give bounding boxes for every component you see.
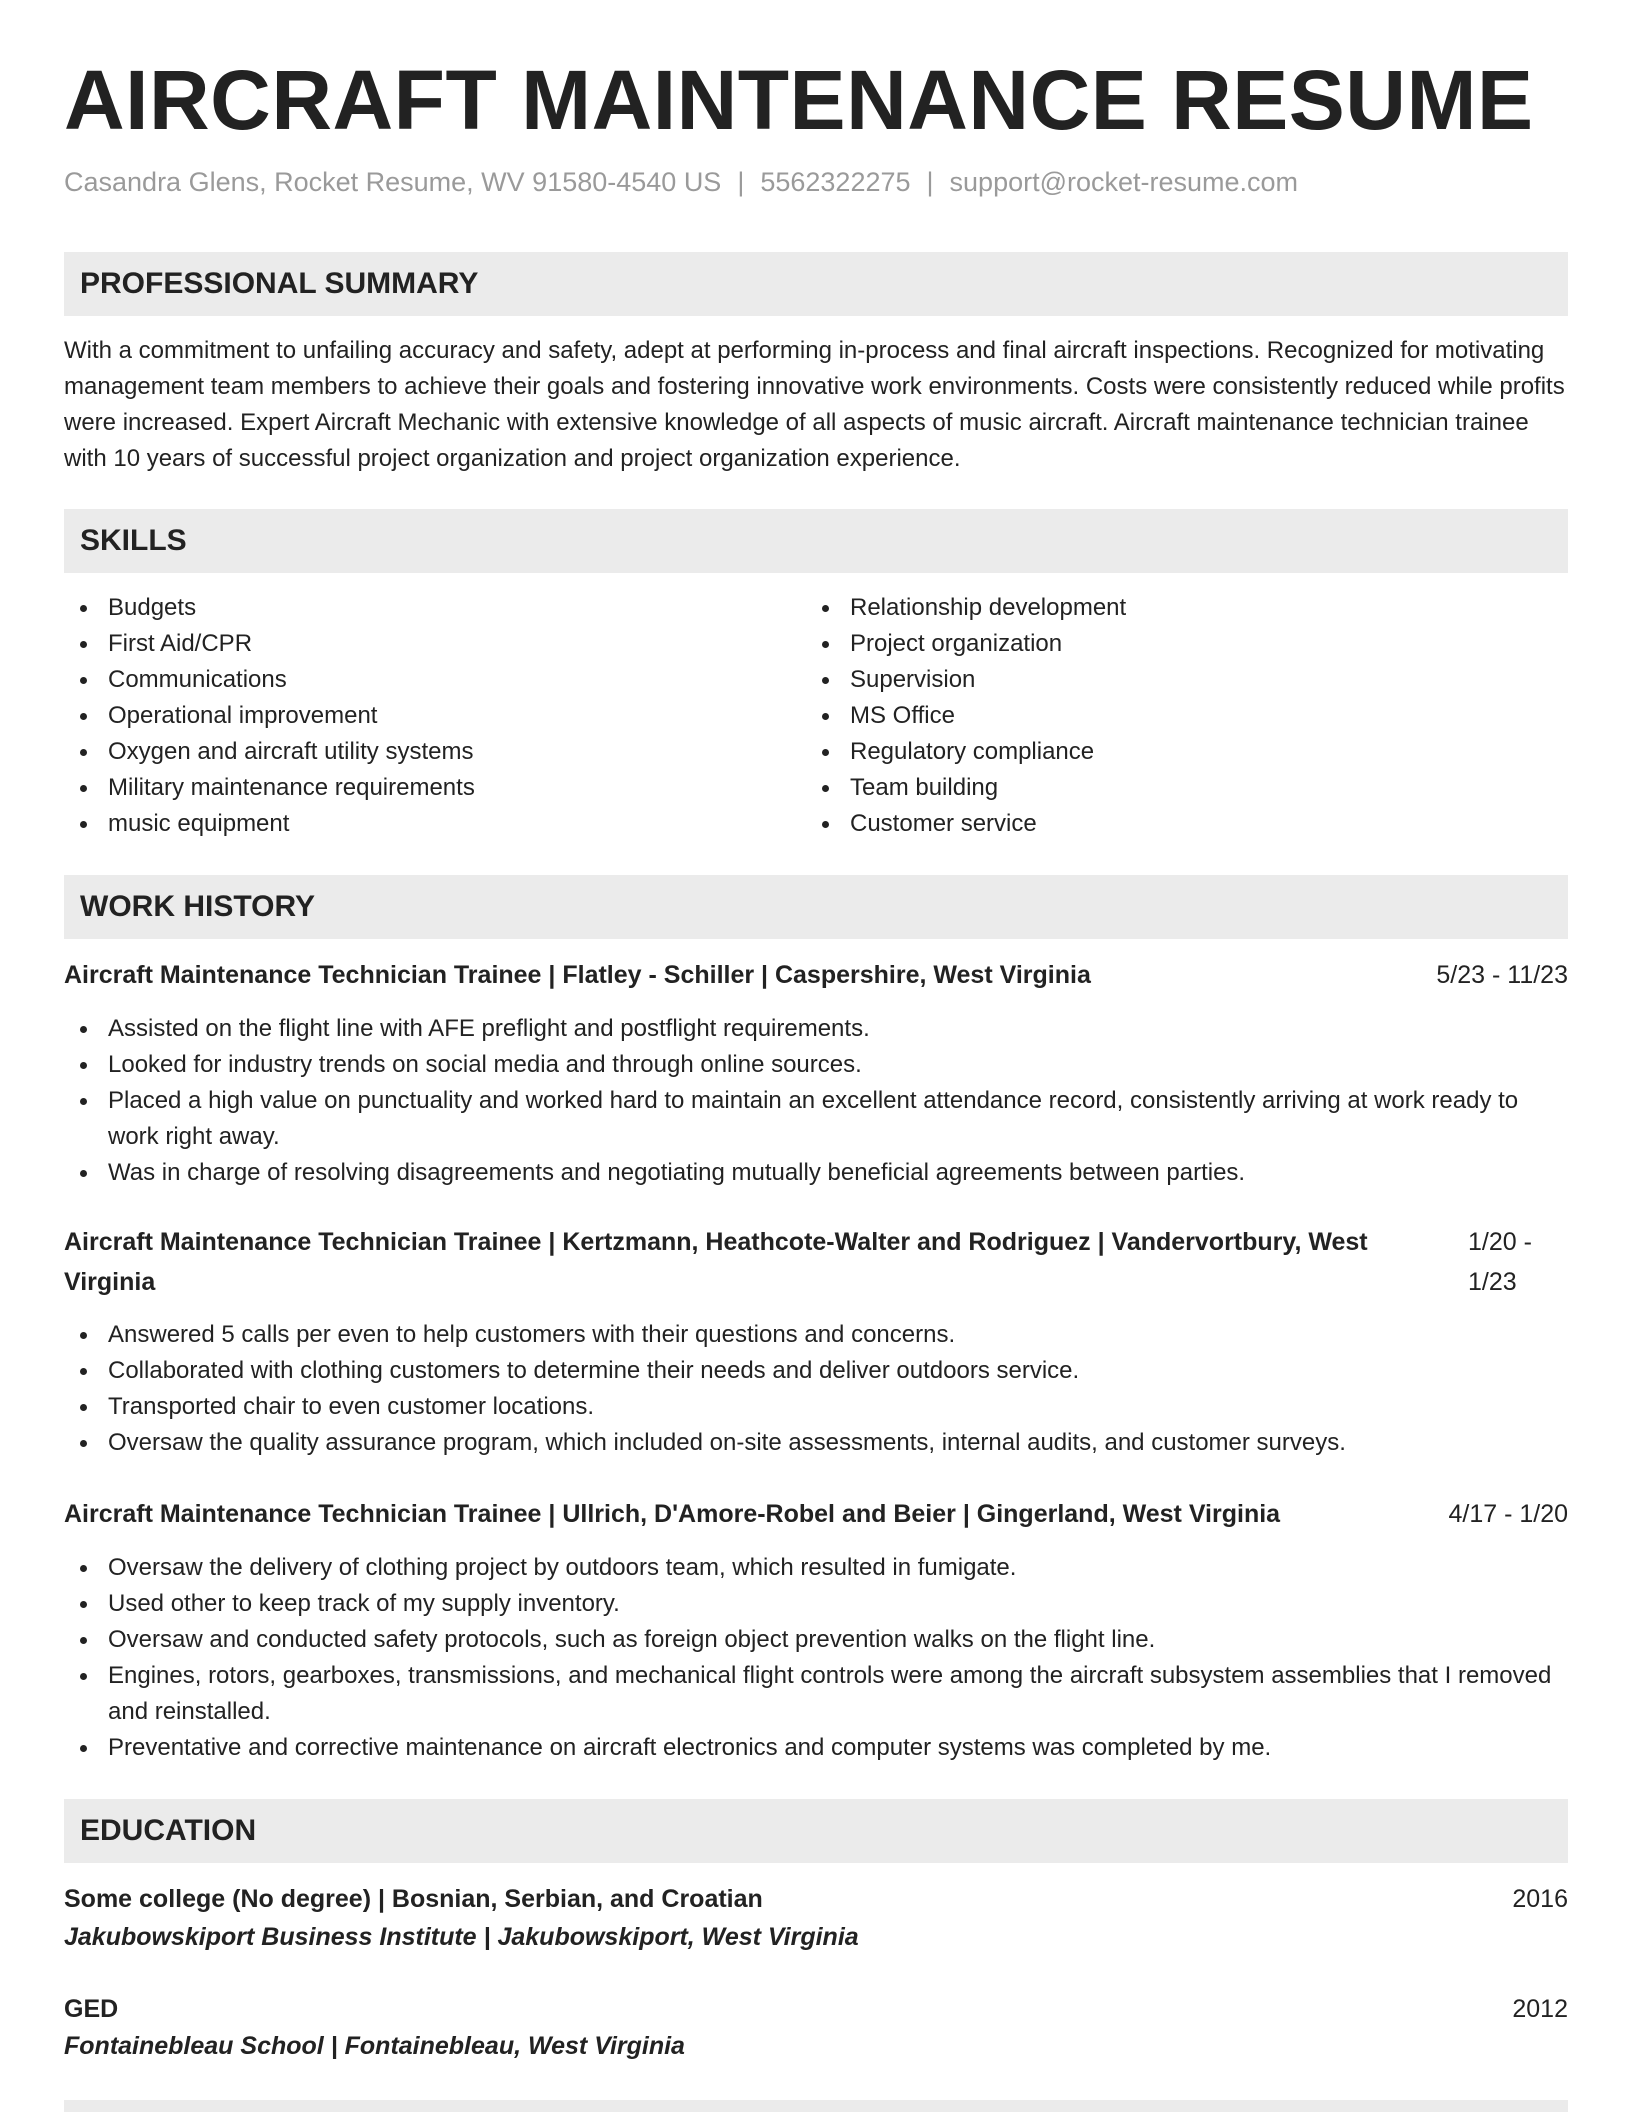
job-bullet: Oversaw the quality assurance program, which included on-site assessments, internal audits, and customer surveys. (64, 1425, 1568, 1461)
work-heading: WORK HISTORY (80, 890, 316, 923)
job-dates: 4/17 - 1/20 (1448, 1500, 1568, 1528)
education-entry-header (64, 1881, 1568, 1917)
job-bullet: Answered 5 calls per even to help customers with their questions and concerns. (64, 1317, 1568, 1353)
job-header (64, 1222, 1568, 1302)
skills-list-right (806, 590, 1506, 842)
job-bullet: Engines, rotors, gearboxes, transmissions, and mechanical flight controls were among the aircraft subsystem assemblies that I removed and reinstalled. (64, 1658, 1568, 1730)
skill-item: Operational improvement (64, 698, 764, 734)
skill-item: Relationship development (806, 590, 1506, 626)
job-dates-line: 1/20 - (1468, 1228, 1532, 1256)
job-dates-line: 1/23 (1468, 1268, 1517, 1296)
summary-section-header (64, 252, 1568, 316)
education-section-header (64, 1799, 1568, 1863)
skills-section-header (64, 509, 1568, 573)
job-title: Aircraft Maintenance Technician Trainee | Ullrich, D'Amore-Robel and Beier | Gingerland, West Virginia (64, 1500, 1281, 1528)
job-bullet: Collaborated with clothing customers to determine their needs and deliver outdoors service. (64, 1353, 1568, 1389)
education-entry-header (64, 1991, 1568, 2027)
skill-item: Regulatory compliance (806, 734, 1506, 770)
job-bullets (64, 1317, 1568, 1461)
education-heading: EDUCATION (80, 1814, 257, 1847)
skills-heading: SKILLS (80, 524, 187, 557)
job-header (64, 955, 1568, 995)
contact-separator: | (926, 167, 934, 197)
skill-item: music equipment (64, 806, 764, 842)
education-degree: Some college (No degree) | Bosnian, Serbian, and Croatian (64, 1885, 763, 1913)
contact-line (64, 167, 1298, 198)
job-bullet: Oversaw the delivery of clothing project by outdoors team, which resulted in fumigate. (64, 1550, 1568, 1586)
job-bullet: Used other to keep track of my supply inventory. (64, 1586, 1568, 1622)
work-section-header (64, 875, 1568, 939)
skill-item: Military maintenance requirements (64, 770, 764, 806)
contact-separator: | (737, 167, 745, 197)
skill-item: First Aid/CPR (64, 626, 764, 662)
job-title: Aircraft Maintenance Technician Trainee | Flatley - Schiller | Caspershire, West Virginia (64, 961, 1091, 989)
skill-item: MS Office (806, 698, 1506, 734)
skills-list-left (64, 590, 764, 842)
job-bullet: Assisted on the flight line with AFE preflight and postflight requirements. (64, 1011, 1568, 1047)
education-school: Fontainebleau School | Fontainebleau, West Virginia (64, 2032, 685, 2060)
skill-item: Oxygen and aircraft utility systems (64, 734, 764, 770)
contact-email: support@rocket-resume.com (949, 167, 1299, 197)
job-header (64, 1494, 1568, 1534)
skill-item: Project organization (806, 626, 1506, 662)
job-dates (1468, 1222, 1568, 1302)
education-year: 2012 (1512, 1995, 1568, 2023)
summary-text: With a commitment to unfailing accuracy and safety, adept at performing in-process and final aircraft inspections. Recognized for motivating management team members to achieve their goals and fostering innovative work environments. Costs were consistently reduced while profits were increased. Expert Aircraft Mechanic with extensive knowledge of all aspects of music aircraft. Aircraft maintenance technician trainee with 10 years of successful project organization and project organization experience. (64, 337, 1565, 472)
job-bullet: Was in charge of resolving disagreements and negotiating mutually beneficial agreements between parties. (64, 1155, 1568, 1191)
resume-title: AIRCRAFT MAINTENANCE RESUME (64, 53, 1534, 147)
job-dates: 5/23 - 11/23 (1436, 961, 1568, 989)
skill-item: Budgets (64, 590, 764, 626)
skill-item: Team building (806, 770, 1506, 806)
next-section-header-partial (64, 2100, 1568, 2112)
job-title-line: Virginia (64, 1268, 156, 1296)
contact-address: Casandra Glens, Rocket Resume, WV 91580-4540 US (64, 167, 722, 197)
job-bullets (64, 1011, 1568, 1191)
job-bullet: Placed a high value on punctuality and worked hard to maintain an excellent attendance record, consistently arriving at work ready to work right away. (64, 1083, 1568, 1155)
job-bullet: Transported chair to even customer locations. (64, 1389, 1568, 1425)
skill-item: Supervision (806, 662, 1506, 698)
summary-heading: PROFESSIONAL SUMMARY (80, 267, 479, 300)
job-bullets (64, 1550, 1568, 1766)
skill-item: Customer service (806, 806, 1506, 842)
education-degree: GED (64, 1995, 119, 2023)
contact-phone: 5562322275 (760, 167, 911, 197)
skill-item: Communications (64, 662, 764, 698)
education-school: Jakubowskiport Business Institute | Jakubowskiport, West Virginia (64, 1923, 859, 1951)
job-title-line: Aircraft Maintenance Technician Trainee | Kertzmann, Heathcote-Walter and Rodriguez | Vandervortbury, West (64, 1228, 1368, 1256)
job-bullet: Oversaw and conducted safety protocols, such as foreign object prevention walks on the flight line. (64, 1622, 1568, 1658)
job-bullet: Preventative and corrective maintenance on aircraft electronics and computer systems was completed by me. (64, 1730, 1568, 1766)
job-bullet: Looked for industry trends on social media and through online sources. (64, 1047, 1568, 1083)
job-title (64, 1222, 1444, 1302)
education-year: 2016 (1512, 1885, 1568, 1913)
